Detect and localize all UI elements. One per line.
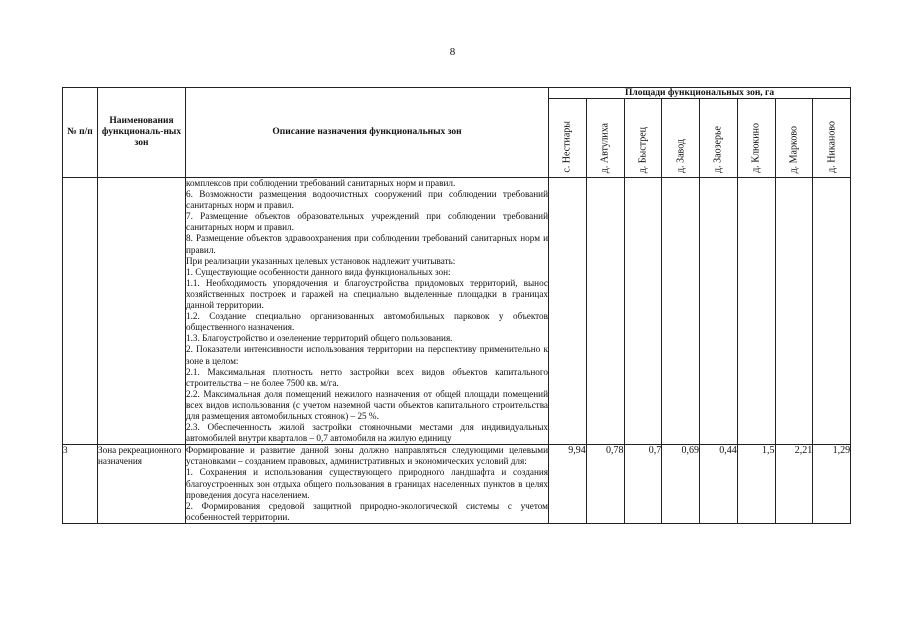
area-value-bystrets: 0,7 <box>624 445 662 524</box>
row-description <box>186 445 549 524</box>
header-village-nestiary: с. Нестиары <box>549 99 587 178</box>
header-village-avtulikha: д. Автулиха <box>586 99 624 178</box>
row-number <box>63 178 98 445</box>
header-areas: Площади функциональных зон, га <box>549 88 851 99</box>
description-line: 2. Формирования средовой защитной природно-экологической системы с учетом особенностей территории. <box>186 500 548 522</box>
area-value-klyukino: 1,5 <box>737 445 775 524</box>
description-line: 1.1. Необходимость упорядочения и благоустройства придомовых территорий, вынос хозяйственных построек и гаражей на специально выделенные площадки в границах данной территории. <box>186 277 548 311</box>
area-value-markovo: 2,21 <box>775 445 813 524</box>
description-line: 1. Сохранения и использования существующего природного ландшафта и создания благоустроенных зон отдыха общего пользования в границах населенных пунктов в целях проведения досуга населением. <box>186 467 548 500</box>
description-line: 8. Размещение объектов здравоохранения при соблюдении требований санитарных норм и правил. <box>186 233 548 255</box>
area-value-markovo <box>775 178 813 445</box>
description-line: 2.2. Максимальная доля помещений нежилого назначения от общей площади помещений всех видов использования (с учетом наземной части объектов капитального строительства для размещения автомобильных стоянок) – 25 %. <box>186 388 548 421</box>
description-line: 2.3. Обеспеченность жилой застройки стояночными местами для индивидуальных автомобилей внутри кварталов – 0,7 автомобиля на жилую единицу <box>186 422 548 444</box>
area-value-avtulikha <box>586 178 624 445</box>
area-value-avtulikha: 0,78 <box>586 445 624 524</box>
description-line: 6. Возможности размещения водоочистных сооружений при соблюдении требований санитарных норм и правил. <box>186 189 548 211</box>
area-value-nikanovo: 1,29 <box>813 445 851 524</box>
header-number: № п/п <box>63 88 98 178</box>
header-village-klyukino: д. Клюкино <box>737 99 775 178</box>
description-line: 1.3. Благоустройство и озеленение территорий общего пользования. <box>186 333 453 344</box>
description-line: 7. Размещение объектов образовательных учреждений при соблюдении требований санитарных норм и правил. <box>186 211 548 233</box>
row-zone-name <box>98 178 186 445</box>
area-value-nestiary: 9,94 <box>549 445 587 524</box>
description-line: 2. Показатели интенсивности использования территории на перспективу применительно к зоне в целом: <box>186 344 548 366</box>
area-value-zaozerye: 0,44 <box>700 445 738 524</box>
page-number: 8 <box>449 46 456 58</box>
header-village-bystrets: д. Быстрец <box>624 99 662 178</box>
area-value-zaozerye <box>700 178 738 445</box>
description-line: 1.2. Создание специально организованных автомобильных парковок у объектов общественного назначения. <box>186 311 548 333</box>
header-village-markovo: д. Марково <box>775 99 813 178</box>
header-village-zavod: д. Завод <box>662 99 700 178</box>
area-value-nestiary <box>549 178 587 445</box>
description-line: 2.1. Максимальная плотность нетто застройки всех видов объектов капитального строительства – не более 7500 кв. м/га. <box>186 366 548 388</box>
area-value-zavod <box>662 178 700 445</box>
header-zone-name: Наименования функциональ-ных зон <box>98 88 186 178</box>
header-description: Описание назначения функциональных зон <box>186 88 549 178</box>
functional-zones-table <box>62 87 851 524</box>
table-row <box>63 445 851 524</box>
row-description <box>186 178 549 445</box>
header-village-zaozerye: д. Заозерье <box>700 99 738 178</box>
header-village-nikanovo: д. Никаново <box>813 99 851 178</box>
area-value-nikanovo <box>813 178 851 445</box>
row-number: 3 <box>63 445 98 524</box>
area-value-klyukino <box>737 178 775 445</box>
description-line: При реализации указанных целевых установок надлежит учитывать: <box>186 255 456 266</box>
area-value-zavod: 0,69 <box>662 445 700 524</box>
row-zone-name: Зона рекреационного назначения <box>98 445 186 524</box>
description-line: комплексов при соблюдении требований санитарных норм и правил. <box>186 178 456 188</box>
table-row <box>63 178 851 445</box>
description-line: Формирование и развитие данной зоны должно направляться следующими целевыми установками – созданием правовых, административных и экономических условий для: <box>186 445 548 467</box>
description-line: 1. Существующие особенности данного вида функциональных зон: <box>186 266 451 277</box>
area-value-bystrets <box>624 178 662 445</box>
